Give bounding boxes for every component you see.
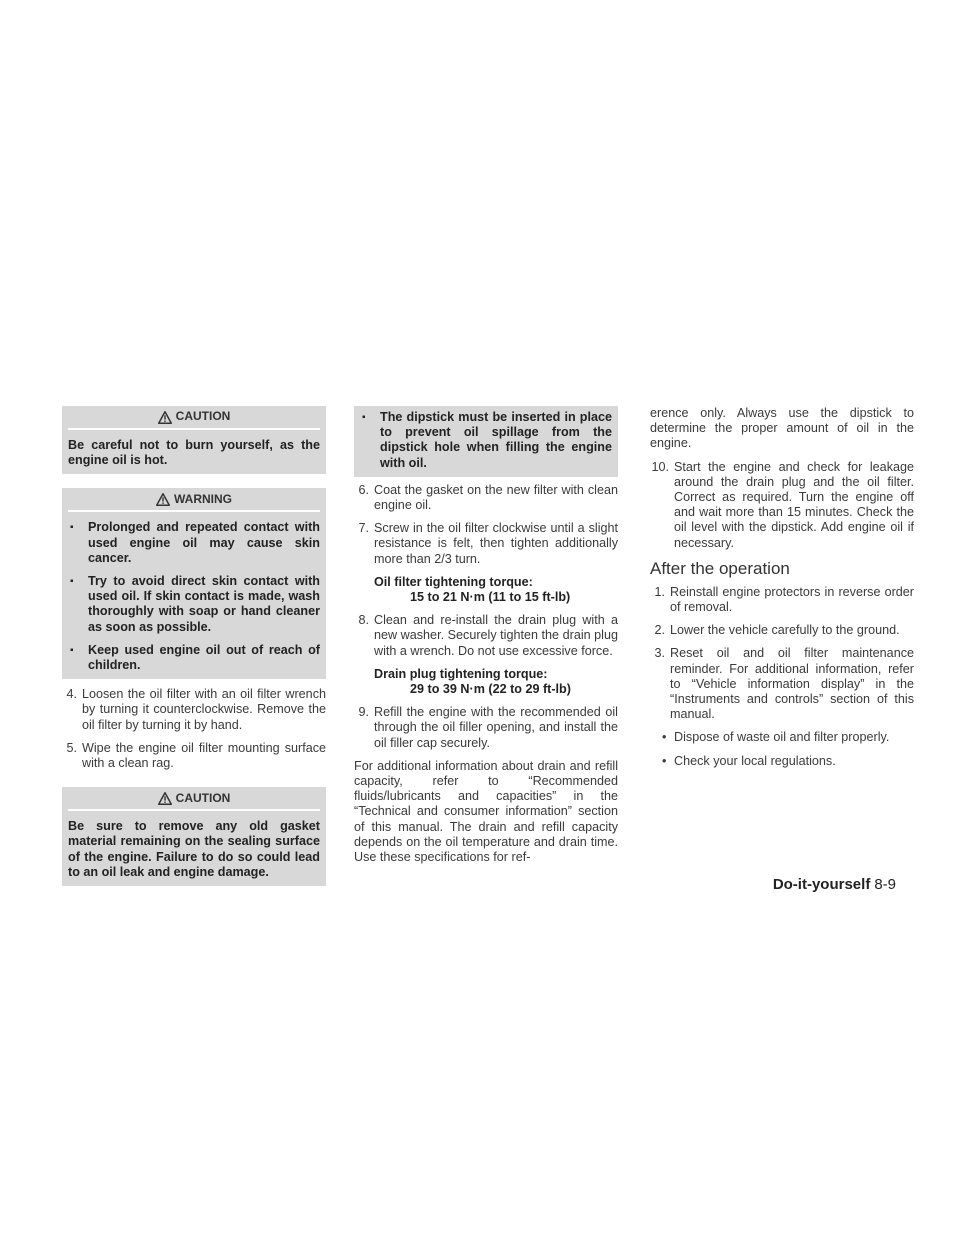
warning-triangle-icon bbox=[158, 411, 172, 424]
page-number: 8-9 bbox=[874, 876, 896, 893]
caution-header bbox=[68, 787, 320, 811]
torque-label: Oil filter tightening torque: bbox=[374, 574, 533, 589]
body-paragraph: For additional information about drain and refill capacity, refer to “Recommended fluids/lubricants and capacities” in the “Technical and consumer information” section of this manual. The drain and refill capacity depends on the oil temperature and drain time. Use these specifications for ref- bbox=[354, 758, 618, 865]
step-text: Reinstall engine protectors in reverse order of removal. bbox=[670, 584, 914, 615]
torque-spec bbox=[374, 667, 618, 697]
warning-item: ▪ Keep used engine oil out of reach of children. bbox=[68, 643, 320, 673]
step-list bbox=[650, 460, 914, 551]
step-text: Loosen the oil filter with an oil filter wrench by turning it counterclockwise. Remove the oil filter by turning it by hand. bbox=[82, 687, 326, 732]
caution-title: CAUTION bbox=[175, 409, 231, 424]
step-number: 5. bbox=[66, 740, 77, 755]
step-item bbox=[354, 613, 618, 659]
step-text: Start the engine and check for leakage around the drain plug and the oil filter. Correct as required. Turn the engine off and wait more than 15 minutes. Check the oil level with the dipstick. Add engine oil if necessary. bbox=[674, 459, 914, 550]
step-text: Clean and re-install the drain plug with a new washer. Securely tighten the drain plug with a wrench. Do not use excessive force. bbox=[374, 613, 618, 658]
footer-section-name: Do-it-yourself bbox=[772, 876, 871, 893]
bullet-item: • Dispose of waste oil and filter properly. bbox=[650, 730, 914, 745]
section-heading: After the operation bbox=[650, 558, 790, 578]
step-item bbox=[62, 687, 326, 733]
warning-item: ▪ Prolonged and repeated contact with used engine oil may cause skin cancer. bbox=[68, 520, 320, 566]
step-item bbox=[354, 521, 618, 567]
warning-triangle-icon bbox=[156, 493, 170, 506]
column-right bbox=[650, 406, 914, 777]
step-item bbox=[650, 460, 914, 551]
step-number: 4. bbox=[66, 687, 77, 702]
step-list bbox=[354, 613, 618, 659]
torque-value: 15 to 21 N·m (11 to 15 ft-lb) bbox=[410, 590, 571, 605]
step-number: 9. bbox=[358, 705, 369, 720]
warning-item: ▪ The dipstick must be inserted in place to prevent oil spillage from the dipstick hole when filling the engine with oil. bbox=[360, 410, 612, 471]
step-number: 8. bbox=[358, 613, 369, 628]
step-item bbox=[62, 741, 326, 771]
torque-spec bbox=[374, 575, 618, 605]
step-text: Refill the engine with the recommended oil through the oil filler opening, and install the oil filler cap securely. bbox=[374, 705, 618, 750]
caution-box bbox=[62, 787, 326, 886]
step-item bbox=[354, 705, 618, 751]
bullet-list bbox=[650, 730, 914, 768]
body-paragraph: erence only. Always use the dipstick to determine the proper amount of oil in the engine. bbox=[650, 406, 914, 451]
warning-header bbox=[68, 488, 320, 512]
bullet-item: • Check your local regulations. bbox=[650, 754, 914, 769]
step-number: 3. bbox=[654, 646, 665, 661]
column-left bbox=[62, 406, 326, 886]
step-item bbox=[650, 585, 914, 615]
step-list bbox=[354, 705, 618, 751]
step-number: 6. bbox=[358, 482, 369, 497]
page-footer bbox=[773, 876, 896, 893]
warning-box bbox=[62, 488, 326, 679]
warning-box-continued bbox=[354, 406, 618, 477]
step-list bbox=[354, 483, 618, 567]
caution-text: Be sure to remove any old gasket material remaining on the sealing surface of the engine. Failure to do so could lead to an oil leak and engine damage. bbox=[68, 819, 320, 879]
step-number: 2. bbox=[654, 623, 665, 638]
step-item bbox=[354, 483, 618, 513]
step-text: Wipe the engine oil filter mounting surface with a clean rag. bbox=[82, 740, 326, 771]
step-text: Screw in the oil filter clockwise until a slight resistance is felt, then tighten additionally more than 2/3 turn. bbox=[374, 521, 618, 566]
warning-title: WARNING bbox=[174, 491, 232, 506]
step-list bbox=[650, 585, 914, 723]
step-number: 10. bbox=[651, 459, 669, 474]
step-text: Lower the vehicle carefully to the ground. bbox=[670, 623, 900, 638]
caution-header bbox=[68, 406, 320, 430]
warning-item: ▪ Try to avoid direct skin contact with used oil. If skin contact is made, wash thoroughly with soap or hand cleaner as soon as possible. bbox=[68, 574, 320, 635]
column-middle bbox=[354, 406, 618, 873]
warning-triangle-icon bbox=[158, 792, 172, 805]
step-number: 1. bbox=[654, 584, 665, 599]
caution-box bbox=[62, 406, 326, 474]
step-list bbox=[62, 687, 326, 771]
step-item bbox=[650, 623, 914, 638]
caution-text: Be careful not to burn yourself, as the engine oil is hot. bbox=[68, 438, 320, 468]
step-text: Coat the gasket on the new filter with clean engine oil. bbox=[374, 482, 618, 513]
torque-value: 29 to 39 N·m (22 to 29 ft-lb) bbox=[410, 682, 571, 697]
step-text: Reset oil and oil filter maintenance reminder. For additional information, refer to “Vehicle information display” in the “Instruments and controls” section of this manual. bbox=[670, 646, 914, 722]
step-number: 7. bbox=[358, 521, 369, 536]
caution-title: CAUTION bbox=[175, 790, 231, 805]
step-item bbox=[650, 646, 914, 722]
torque-label: Drain plug tightening torque: bbox=[374, 666, 548, 681]
